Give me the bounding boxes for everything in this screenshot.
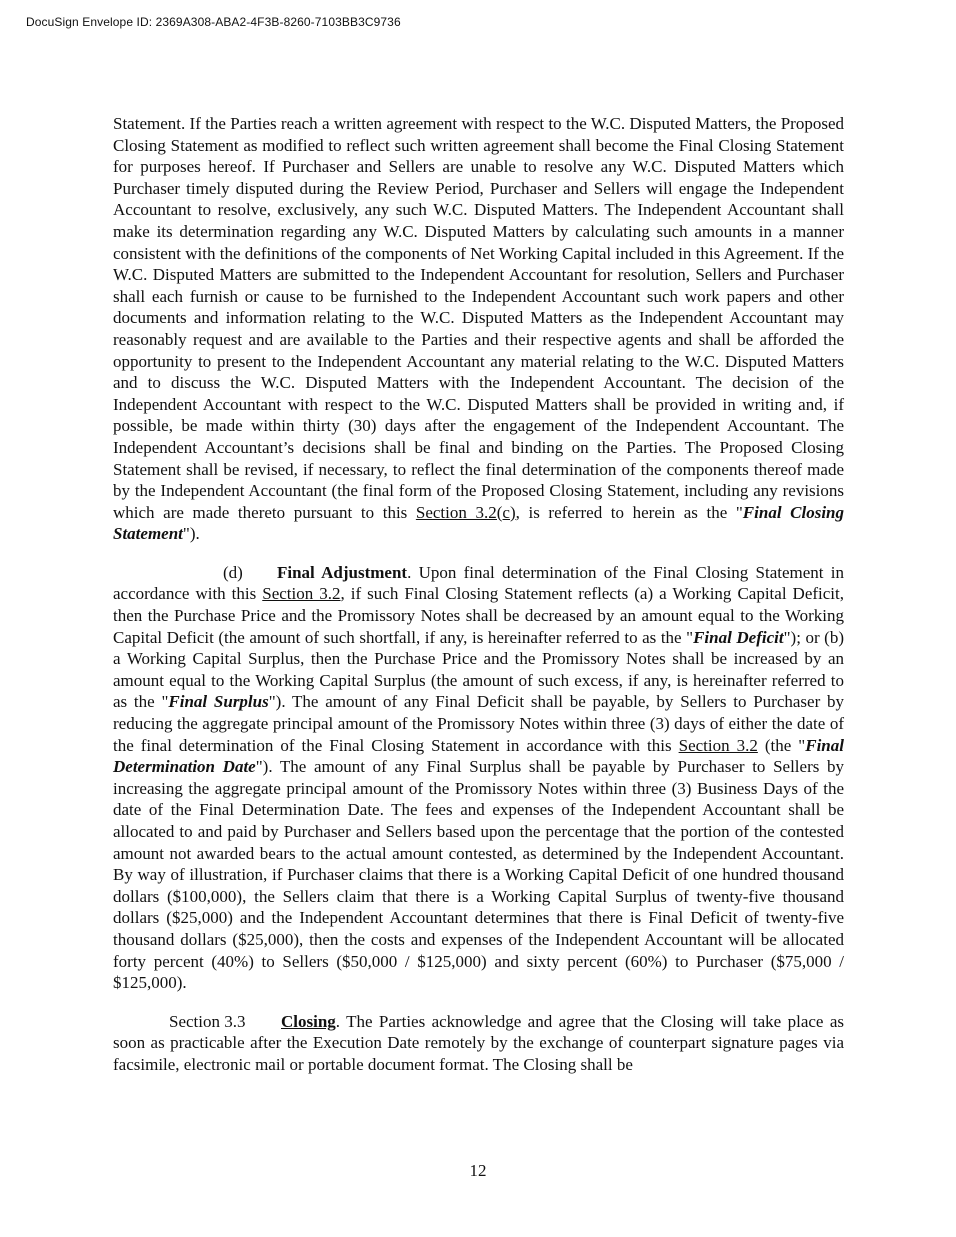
clause-heading: Final Adjustment <box>277 562 408 582</box>
section-heading: Closing <box>281 1011 336 1031</box>
defined-term: Final Closing Statement <box>113 502 844 544</box>
paragraph-text: , if such Final Closing Statement reflects (a) a Working Capital Deficit, then the Purchase Price and the Promissory Notes shall be decreased by an amount equal to the Working Capital Deficit (the amount of such shortfall, if any, is hereinafter referred to as the " <box>113 584 844 647</box>
paragraph-text: , is referred to herein as the " <box>515 502 743 522</box>
page-number: 12 <box>469 1161 487 1180</box>
paragraph-text: . Upon final determination of the Final Closing Statement in accordance with this <box>113 562 845 604</box>
docusign-envelope-id: DocuSign Envelope ID: 2369A308-ABA2-4F3B-8260-7103BB3C9736 <box>26 15 401 29</box>
section-label: Section 3.3 <box>169 1011 246 1031</box>
section-reference: Section 3.2(c) <box>415 502 516 522</box>
section-reference: Section 3.2 <box>262 584 341 604</box>
paragraph-text: "). <box>182 524 200 544</box>
paragraph-text: (the " <box>757 735 806 755</box>
document-body <box>113 113 844 1076</box>
paragraph-text: "); or (b) a Working Capital Surplus, then the Purchase Price and the Promissory Notes shall be increased by an amount equal to the Working Capital Surplus (the amount of such excess, if any, is hereinafter referred to as the " <box>113 627 844 712</box>
paragraph-section-3-3-closing <box>113 1011 844 1076</box>
paragraph-text: "). The amount of any Final Surplus shall be payable by Purchaser to Sellers by increasing the aggregate principal amount of the Promissory Notes within three (3) Business Days of the date of the Final Determination Date. The fees and expenses of the Independent Accountant shall be allocated to and paid by Purchaser and Sellers based upon the percentage that the portion of the contested amount not awarded bears to the actual amount contested, as determined by the Independent Accountant. By way of illustration, if Purchaser claims that there is a Working Capital Deficit of one hundred thousand dollars ($100,000), the Sellers claim that there is a Working Capital Surplus of twenty-five thousand dollars ($25,000) and the Independent Accountant determines that there is Final Deficit of twenty-five thousand dollars ($25,000), then the costs and expenses of the Independent Accountant will be allocated forty percent (40%) to Sellers ($50,000 / $125,000) and sixty percent (60%) to Purchaser ($75,000 / $125,000). <box>113 757 844 993</box>
paragraph-text: "). The amount of any Final Deficit shall be payable, by Sellers to Purchaser by reducing the aggregate principal amount of the Promissory Notes within three (3) days of either the date of the final determination of the Final Closing Statement in accordance with this <box>113 692 845 755</box>
paragraph-final-closing-statement <box>113 113 844 545</box>
defined-term: Final Determination Date <box>113 735 844 777</box>
paragraph-text: Statement. If the Parties reach a written agreement with respect to the W.C. Disputed Matters, the Proposed Closing Statement as modified to reflect such written agreement shall become the Final Closing Statement for purposes hereof. If Purchaser and Sellers are unable to resolve any W.C. Disputed Matters which Purchaser timely disputed during the Review Period, Purchaser and Sellers will engage the Independent Accountant to resolve, exclusively, any such W.C. Disputed Matters. The Independent Accountant shall make its determination regarding any W.C. Disputed Matters by calculating such amounts in a manner consistent with the definitions of the components of Net Working Capital included in this Agreement. If the W.C. Disputed Matters are submitted to the Independent Accountant for resolution, Sellers and Purchaser shall each furnish or cause to be furnished to the Independent Accountant such work papers and other documents and information relating to the W.C. Disputed Matters as the Independent Accountant may reasonably request and are available to the Parties and their respective agents and shall be afforded the opportunity to present to the Independent Accountant any material relating to the W.C. Disputed Matters and to discuss the W.C. Disputed Matters with the Independent Accountant. The decision of the Independent Accountant with respect to the W.C. Disputed Matters shall be provided in writing and, if possible, be made within thirty (30) days after the engagement of the Independent Accountant. The Independent Accountant’s decisions shall be final and binding on the Parties. The Proposed Closing Statement shall be revised, if necessary, to reflect the final determination of the components thereof made by the Independent Accountant (the final form of the Proposed Closing Statement, including any revisions which are made thereto pursuant to this <box>113 114 844 522</box>
paragraph-text: . The Parties acknowledge and agree that the Closing will take place as soon as practicable after the Execution Date remotely by the exchange of counterpart signature pages via facsimile, electronic mail or portable document format. The Closing shall be <box>113 1011 844 1074</box>
defined-term: Final Deficit <box>693 627 784 647</box>
section-reference: Section 3.2 <box>678 735 758 755</box>
defined-term: Final Surplus <box>168 692 269 712</box>
clause-label: (d) <box>223 562 243 582</box>
paragraph-final-adjustment <box>113 562 844 994</box>
